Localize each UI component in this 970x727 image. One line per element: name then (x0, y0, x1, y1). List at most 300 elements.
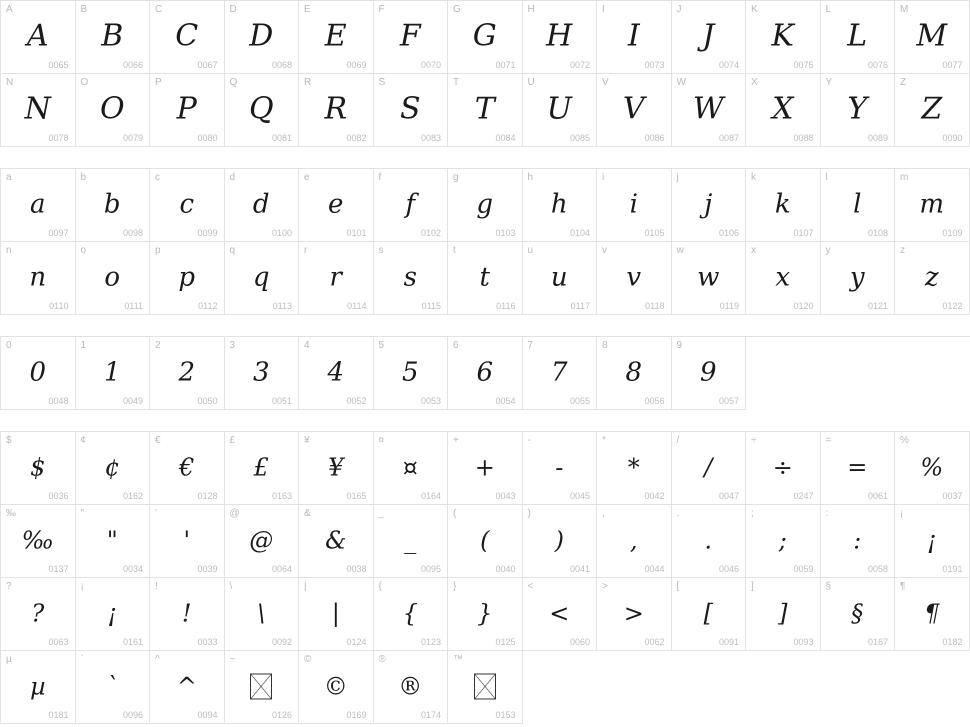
glyph-cell[interactable] (523, 432, 598, 505)
glyph-cell[interactable] (299, 505, 374, 578)
glyph-cell[interactable] (299, 74, 374, 147)
glyph-cell-code: 0182 (942, 637, 963, 647)
glyph-cell-code: 0116 (496, 301, 516, 311)
glyph-cell-code: 0164 (420, 491, 441, 501)
glyph-cell[interactable] (895, 505, 970, 578)
glyph-cell-label: { (378, 581, 382, 592)
glyph-cell[interactable] (821, 505, 896, 578)
glyph-cell[interactable] (597, 74, 672, 147)
glyph-cell-character: ¥ (328, 453, 344, 482)
glyph-cell-code: 0078 (48, 133, 69, 143)
glyph-cell-code: 0082 (346, 133, 367, 143)
glyph-cell-character: w (697, 262, 720, 293)
glyph-cell[interactable] (523, 505, 598, 578)
glyph-cell-character: t (479, 262, 490, 293)
glyph-cell[interactable] (299, 242, 374, 315)
glyph-cell-label: K (751, 4, 758, 15)
glyph-cell[interactable] (821, 432, 896, 505)
glyph-cell[interactable] (1, 74, 76, 147)
glyph-cell-label: U (527, 77, 535, 88)
glyph-cell-character: 5 (401, 357, 419, 388)
glyph-cell-code: 0079 (122, 133, 143, 143)
glyph-cell[interactable] (150, 578, 225, 651)
glyph-cell-character: 9 (699, 357, 717, 388)
glyph-cell-label: x (751, 245, 756, 256)
glyph-cell-code: 0086 (644, 133, 665, 143)
glyph-cell-code: 0108 (867, 228, 888, 238)
glyph-block-uppercase (0, 0, 970, 147)
glyph-cell[interactable] (895, 74, 970, 147)
glyph-cell-character: H (546, 18, 573, 54)
glyph-cell-label: O (80, 77, 89, 88)
glyph-cell-code: 0120 (793, 301, 814, 311)
glyph-cell-code: 0113 (272, 301, 292, 311)
glyph-cell-code: 0099 (197, 228, 218, 238)
glyph-cell-label: ( (453, 508, 457, 519)
glyph-cell-character: @ (249, 526, 274, 555)
glyph-cell-character: O (99, 91, 125, 127)
glyph-cell-character: T (474, 91, 495, 127)
glyph-cell-character: - (555, 453, 564, 482)
glyph-cell[interactable] (1, 651, 76, 724)
glyph-cell[interactable] (597, 337, 672, 410)
glyph-cell-code: 0064 (271, 564, 292, 574)
glyph-cell-code: 0084 (495, 133, 516, 143)
glyph-cell-label: ¶ (900, 581, 906, 592)
glyph-cell-character: D (249, 18, 274, 54)
glyph-cell-character: ^ (176, 672, 197, 701)
glyph-cell-label: % (900, 435, 909, 446)
glyph-cell[interactable] (76, 651, 151, 724)
glyph-cell[interactable] (448, 505, 523, 578)
glyph-cell[interactable] (746, 505, 821, 578)
glyph-cell-character: g (476, 189, 494, 220)
glyph-cell-code: 0073 (644, 60, 665, 70)
glyph-cell-character: / (704, 453, 713, 482)
glyph-cell[interactable] (895, 578, 970, 651)
glyph-cell-character: r (329, 262, 342, 293)
glyph-cell[interactable] (150, 1, 225, 74)
glyph-cell-label: a (6, 172, 12, 183)
glyph-cell[interactable] (672, 505, 747, 578)
glyph-cell-label: s (378, 245, 384, 256)
glyph-cell-code: 0126 (271, 710, 292, 720)
glyph-cell[interactable] (225, 578, 300, 651)
glyph-cell[interactable] (225, 242, 300, 315)
glyph-cell-character: ¡ (926, 526, 937, 555)
glyph-cell-label: ] (751, 581, 754, 592)
glyph-cell[interactable] (150, 651, 225, 724)
glyph-cell[interactable] (672, 432, 747, 505)
glyph-cell-character: e (328, 189, 344, 220)
glyph-cell-label: 7 (527, 340, 534, 351)
glyph-cell-character: = (847, 453, 868, 482)
glyph-cell-character: v (626, 262, 642, 293)
glyph-cell[interactable] (821, 242, 896, 315)
glyph-cell-character: i (629, 189, 638, 220)
glyph-cell-character: J (702, 18, 715, 54)
glyph-cell-label: 0 (6, 340, 12, 351)
glyph-cell-code: 0125 (495, 637, 516, 647)
glyph-cell-character: < (549, 599, 570, 628)
glyph-cell[interactable] (76, 432, 151, 505)
glyph-cell-code: 0098 (122, 228, 143, 238)
glyph-cell[interactable] (448, 578, 523, 651)
glyph-cell[interactable] (672, 337, 747, 410)
glyph-cell[interactable] (299, 578, 374, 651)
glyph-cell-character: ÷ (772, 453, 793, 482)
glyph-cell-character: , (629, 526, 638, 555)
glyph-cell-label: } (453, 581, 457, 592)
glyph-cell-character: 0 (29, 357, 47, 388)
glyph-cell-code: 0109 (942, 228, 963, 238)
glyph-cell[interactable] (672, 578, 747, 651)
glyph-cell-code: 0083 (420, 133, 441, 143)
glyph-cell-code: 0058 (867, 564, 888, 574)
glyph-cell-code: 0104 (569, 228, 590, 238)
glyph-cell[interactable] (374, 651, 449, 724)
glyph-cell[interactable] (523, 337, 598, 410)
glyph-cell-label: t (453, 245, 456, 256)
glyph-cell[interactable] (150, 337, 225, 410)
glyph-cell-label: q (229, 245, 236, 256)
glyph-cell[interactable] (448, 242, 523, 315)
glyph-cell[interactable] (299, 1, 374, 74)
glyph-cell-label: T (453, 77, 460, 88)
glyph-cell[interactable] (150, 432, 225, 505)
glyph-cell-code: 0123 (420, 637, 441, 647)
glyph-cell-code: 0106 (718, 228, 739, 238)
glyph-cell-code: 0053 (420, 396, 441, 406)
glyph-cell-label: J (676, 4, 682, 15)
glyph-cell[interactable] (225, 505, 300, 578)
glyph-cell-label: _ (378, 508, 385, 519)
glyph-cell-character: [ (703, 599, 713, 628)
glyph-cell[interactable] (672, 242, 747, 315)
glyph-cell-code: 0048 (48, 396, 69, 406)
glyph-cell-code: 0107 (793, 228, 814, 238)
glyph-cell-label: ? (6, 581, 12, 592)
glyph-cell[interactable] (1, 337, 76, 410)
glyph-cell-character: ¶ (924, 599, 940, 628)
glyph-cell-character: 2 (178, 357, 196, 388)
glyph-cell-label: c (155, 172, 160, 183)
glyph-cell-label: k (751, 172, 756, 183)
glyph-cell-label: + (453, 435, 459, 446)
glyph-cell[interactable] (299, 337, 374, 410)
glyph-cell-character (225, 673, 299, 699)
glyph-cell[interactable] (374, 578, 449, 651)
glyph-cell-label: y (825, 245, 831, 256)
glyph-cell-character: u (550, 262, 568, 293)
glyph-cell[interactable] (150, 242, 225, 315)
glyph-cell[interactable] (299, 169, 374, 242)
glyph-cell-code: 0080 (197, 133, 218, 143)
glyph-cell-character: ? (31, 599, 45, 628)
glyph-cell[interactable] (374, 169, 449, 242)
glyph-cell[interactable] (821, 578, 896, 651)
glyph-cell-code: 0117 (570, 301, 590, 311)
glyph-cell-label: " (80, 508, 85, 519)
glyph-cell[interactable] (374, 1, 449, 74)
glyph-cell[interactable] (374, 505, 449, 578)
glyph-cell[interactable] (523, 242, 598, 315)
glyph-cell[interactable] (597, 169, 672, 242)
glyph-cell[interactable] (895, 432, 970, 505)
glyph-cell-label: E (304, 4, 311, 15)
glyph-cell-character: 7 (550, 357, 568, 388)
glyph-cell[interactable] (150, 169, 225, 242)
glyph-cell-code: 0059 (793, 564, 814, 574)
glyph-cell-code: 0103 (495, 228, 516, 238)
glyph-cell-label: l (825, 172, 828, 183)
glyph-cell-label: h (527, 172, 534, 183)
glyph-cell-label: R (304, 77, 312, 88)
glyph-cell-character: Q (248, 91, 274, 127)
glyph-cell-character: 6 (476, 357, 494, 388)
glyph-cell-character: a (29, 189, 46, 220)
glyph-cell-label: Q (229, 77, 238, 88)
glyph-cell[interactable] (76, 578, 151, 651)
glyph-cell[interactable] (448, 651, 523, 724)
glyph-cell[interactable] (1, 242, 76, 315)
glyph-cell[interactable] (672, 74, 747, 147)
glyph-cell-code: 0051 (271, 396, 292, 406)
glyph-cell[interactable] (374, 74, 449, 147)
glyph-cell-code: 0122 (942, 301, 963, 311)
glyph-cell[interactable] (374, 337, 449, 410)
glyph-cell-code: 0062 (644, 637, 665, 647)
glyph-cell-label: © (304, 654, 312, 665)
glyph-cell[interactable] (597, 432, 672, 505)
glyph-cell-code: 0112 (198, 301, 218, 311)
glyph-cell-character: l (853, 189, 862, 220)
glyph-cell-code: 0037 (942, 491, 963, 501)
glyph-cell-label: ~ (229, 654, 236, 665)
glyph-cell[interactable] (523, 74, 598, 147)
glyph-cell[interactable] (448, 432, 523, 505)
glyph-cell-label: o (80, 245, 87, 256)
glyph-cell-code: 0111 (124, 301, 143, 311)
glyph-cell[interactable] (225, 432, 300, 505)
glyph-cell-label: I (602, 4, 605, 15)
glyph-cell[interactable] (76, 74, 151, 147)
glyph-cell-code: 0089 (867, 133, 888, 143)
glyph-cell-code: 0114 (347, 301, 367, 311)
glyph-cell-character: ( (480, 526, 490, 555)
glyph-cell[interactable] (225, 337, 300, 410)
glyph-cell-character: z (924, 262, 939, 293)
glyph-cell-character: b (103, 189, 121, 220)
glyph-cell-character: ' (183, 526, 191, 555)
glyph-cell-label: m (900, 172, 909, 183)
glyph-cell[interactable] (746, 578, 821, 651)
glyph-cell-code: 0167 (867, 637, 888, 647)
glyph-cell[interactable] (299, 432, 374, 505)
glyph-cell-code: 0054 (495, 396, 516, 406)
glyph-cell-character: A (26, 18, 49, 54)
glyph-cell[interactable] (448, 337, 523, 410)
glyph-cell[interactable] (225, 169, 300, 242)
glyph-cell-label: e (304, 172, 310, 183)
glyph-cell-code: 0045 (569, 491, 590, 501)
glyph-cell-character: € (179, 453, 195, 482)
glyph-cell-character: F (399, 18, 421, 54)
glyph-cell-character: ; (778, 526, 787, 555)
glyph-cell[interactable] (895, 1, 970, 74)
glyph-cell-code: 0121 (867, 301, 888, 311)
glyph-cell-label: 4 (304, 340, 310, 351)
glyph-cell-character: ¡ (107, 599, 118, 628)
glyph-cell-label: ! (155, 581, 158, 592)
glyph-cell-label: F (378, 4, 385, 15)
glyph-cell[interactable] (597, 505, 672, 578)
glyph-cell-code: 0052 (346, 396, 367, 406)
glyph-cell-label: 6 (453, 340, 459, 351)
glyph-cell-label: 5 (378, 340, 385, 351)
glyph-cell-character: P (176, 91, 197, 127)
glyph-cell[interactable] (746, 169, 821, 242)
glyph-cell[interactable] (448, 74, 523, 147)
glyph-cell-code: 0039 (197, 564, 218, 574)
glyph-cell-code: 0042 (644, 491, 665, 501)
glyph-cell-character: C (175, 18, 199, 54)
glyph-cell-character: & (325, 526, 347, 555)
glyph-cell-code: 0169 (346, 710, 367, 720)
glyph-cell[interactable] (523, 578, 598, 651)
glyph-cell-character: V (622, 91, 645, 127)
glyph-cell[interactable] (746, 1, 821, 74)
glyph-block-lowercase (0, 168, 970, 315)
glyph-cell[interactable] (1, 578, 76, 651)
glyph-cell-code: 0181 (48, 710, 69, 720)
glyph-cell[interactable] (1, 505, 76, 578)
glyph-cell-character: c (179, 189, 195, 220)
glyph-cell-label: ¡ (900, 508, 904, 519)
glyph-cell-code: 0057 (718, 396, 739, 406)
glyph-cell[interactable] (76, 505, 151, 578)
glyph-cell-code: 0093 (793, 637, 814, 647)
glyph-cell-code: 0101 (346, 228, 367, 238)
glyph-cell[interactable] (746, 242, 821, 315)
glyph-cell-code: 0124 (346, 637, 367, 647)
glyph-cell[interactable] (150, 74, 225, 147)
glyph-cell[interactable] (746, 74, 821, 147)
glyph-cell-code: 0100 (271, 228, 292, 238)
glyph-cell[interactable] (1, 1, 76, 74)
glyph-cell-code: 0137 (48, 564, 69, 574)
glyph-cell-label: G (453, 4, 461, 15)
glyph-cell[interactable] (225, 651, 300, 724)
glyph-cell-character: 3 (252, 357, 270, 388)
glyph-cell[interactable] (597, 242, 672, 315)
glyph-cell-label: . (676, 508, 680, 519)
glyph-cell-character: W (692, 91, 724, 127)
glyph-cell-code: 0069 (346, 60, 367, 70)
glyph-cell[interactable] (672, 169, 747, 242)
glyph-cell-label: B (80, 4, 88, 15)
glyph-cell-character: } (477, 599, 493, 628)
glyph-cell[interactable] (76, 242, 151, 315)
glyph-cell-character: h (550, 189, 568, 220)
glyph-cell-code: 0043 (495, 491, 516, 501)
glyph-cell-label: Y (825, 77, 833, 88)
glyph-cell-label: £ (229, 435, 236, 446)
glyph-cell[interactable] (523, 1, 598, 74)
glyph-cell-code: 0063 (48, 637, 69, 647)
glyph-cell[interactable] (672, 1, 747, 74)
glyph-cell-character: N (24, 91, 51, 127)
glyph-cell[interactable] (895, 169, 970, 242)
glyph-cell-code: 0191 (942, 564, 963, 574)
glyph-cell-character: R (324, 91, 348, 127)
glyph-cell[interactable] (1, 169, 76, 242)
glyph-cell[interactable] (299, 651, 374, 724)
glyph-cell[interactable] (746, 432, 821, 505)
glyph-cell-character: | (331, 599, 340, 628)
glyph-cell-code: 0174 (420, 710, 441, 720)
glyph-cell-character: 1 (103, 357, 121, 388)
glyph-cell[interactable] (821, 169, 896, 242)
glyph-cell[interactable] (225, 1, 300, 74)
glyph-cell-code: 0165 (346, 491, 367, 501)
glyph-block-digits (0, 336, 970, 410)
glyph-cell[interactable] (225, 74, 300, 147)
glyph-cell[interactable] (895, 242, 970, 315)
glyph-cell-code: 0247 (793, 491, 814, 501)
glyph-cell[interactable] (448, 1, 523, 74)
glyph-cell-character: ] (778, 599, 788, 628)
glyph-cell[interactable] (821, 1, 896, 74)
glyph-cell[interactable] (448, 169, 523, 242)
glyph-cell[interactable] (597, 1, 672, 74)
glyph-cell-label: $ (6, 435, 12, 446)
glyph-cell[interactable] (1, 432, 76, 505)
glyph-cell[interactable] (76, 169, 151, 242)
glyph-cell[interactable] (821, 74, 896, 147)
glyph-cell-character: q (252, 262, 270, 293)
glyph-cell[interactable] (374, 242, 449, 315)
glyph-cell-code: 0077 (942, 60, 963, 70)
glyph-cell-label: D (229, 4, 237, 15)
glyph-cell[interactable] (523, 169, 598, 242)
glyph-cell-label: / (676, 435, 680, 446)
glyph-cell-character: + (474, 453, 495, 482)
glyph-cell-label: Z (900, 77, 907, 88)
glyph-cell-code: 0153 (495, 710, 516, 720)
glyph-cell-code: 0033 (197, 637, 218, 647)
glyph-cell[interactable] (76, 1, 151, 74)
glyph-cell-character: ) (554, 526, 564, 555)
glyph-cell-character: µ (29, 672, 46, 701)
glyph-cell-code: 0128 (197, 491, 218, 501)
glyph-cell-label: j (676, 172, 679, 183)
glyph-cell-label: | (304, 581, 307, 592)
glyph-cell-code: 0088 (793, 133, 814, 143)
glyph-cell-character: : (853, 526, 862, 555)
glyph-cell-code: 0094 (197, 710, 218, 720)
glyph-cell[interactable] (374, 432, 449, 505)
glyph-cell[interactable] (76, 337, 151, 410)
glyph-cell-label: ' (155, 508, 157, 519)
glyph-cell[interactable] (597, 578, 672, 651)
glyph-cell-character: £ (253, 453, 269, 482)
glyph-cell-character: G (472, 18, 497, 54)
glyph-cell-label: ™ (453, 654, 463, 665)
glyph-cell[interactable] (150, 505, 225, 578)
glyph-cell-character: m (919, 189, 945, 220)
glyph-cell-label: f (378, 172, 382, 183)
